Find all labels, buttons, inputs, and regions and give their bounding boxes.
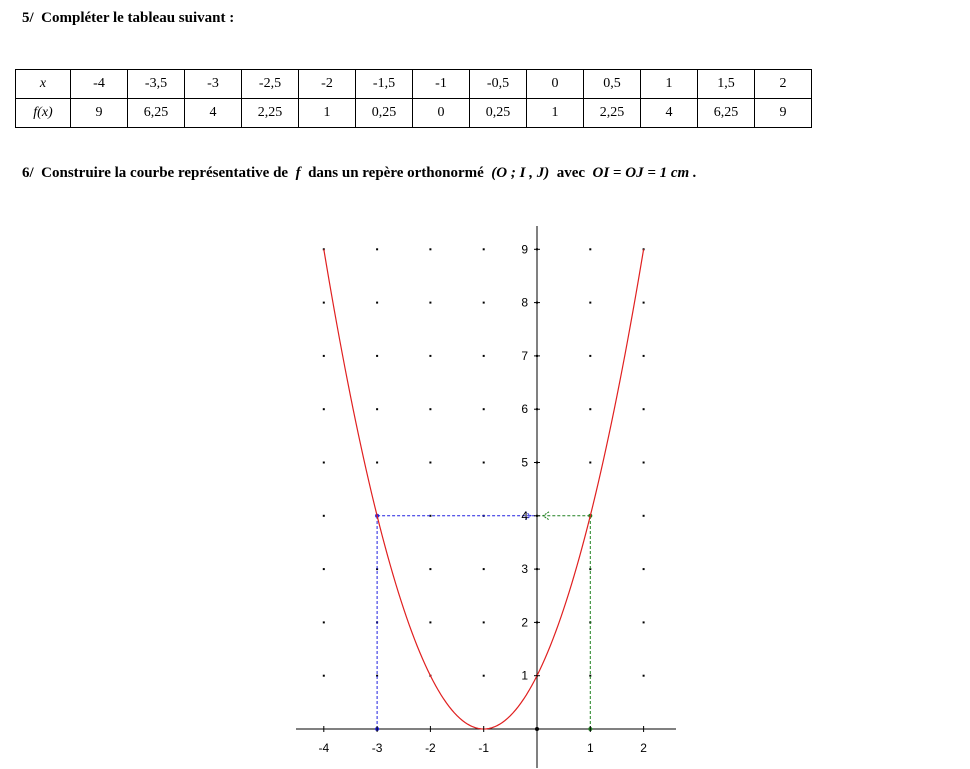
grid-dot	[323, 568, 325, 570]
grid-dot	[643, 462, 645, 464]
table-header-fx: f(x)	[16, 99, 71, 128]
table-cell-fx: 9	[71, 99, 128, 128]
grid-dot	[429, 462, 431, 464]
grid-dot	[323, 355, 325, 357]
grid-dot	[643, 568, 645, 570]
table-cell-x: 0	[527, 70, 584, 99]
table-cell-x: -2	[299, 70, 356, 99]
table-cell-fx: 2,25	[242, 99, 299, 128]
table-cell-x: 1	[641, 70, 698, 99]
grid-dot	[429, 248, 431, 250]
table-header-x: x	[16, 70, 71, 99]
question-6-text-2: dans un repère orthonormé	[308, 165, 484, 181]
y-tick-label: 1	[521, 668, 528, 683]
grid-dot	[643, 302, 645, 304]
table-cell-x: -3	[185, 70, 242, 99]
table-cell-fx: 0	[413, 99, 470, 128]
tick-labels	[318, 242, 647, 755]
grid-dot	[376, 355, 378, 357]
table-cell-fx: 4	[185, 99, 242, 128]
grid-dot	[643, 515, 645, 517]
table-cell-fx: 4	[641, 99, 698, 128]
axes	[296, 226, 676, 768]
y-tick-label: 6	[521, 402, 528, 417]
function-name: f	[295, 165, 301, 181]
question-5-text: Compléter le tableau suivant :	[41, 10, 235, 26]
grid-dot	[643, 355, 645, 357]
question-5-number: 5/	[22, 10, 34, 26]
grid-dots	[323, 248, 645, 676]
unit-condition: OI = OJ = 1 cm .	[592, 165, 697, 181]
curve-group	[324, 249, 644, 729]
grid-dot	[376, 462, 378, 464]
grid-dot	[483, 408, 485, 410]
grid-dot	[483, 302, 485, 304]
grid-dot	[483, 621, 485, 623]
grid-dot	[429, 355, 431, 357]
grid-dot	[429, 568, 431, 570]
grid-dot	[323, 462, 325, 464]
table-cell-fx: 0,25	[356, 99, 413, 128]
y-tick-label: 5	[521, 455, 528, 470]
origin-point	[535, 727, 539, 731]
x-tick-label: -1	[478, 741, 490, 755]
table-cell-x: 1,5	[698, 70, 755, 99]
grid-dot	[429, 408, 431, 410]
table-cell-x: 2	[755, 70, 812, 99]
question-6-text-3: avec	[556, 165, 586, 181]
y-tick-label: 4	[521, 508, 528, 523]
x-tick-label: -4	[318, 741, 330, 755]
y-tick-label: 2	[521, 615, 528, 630]
x-tick-label: 2	[640, 741, 647, 755]
grid-dot	[323, 302, 325, 304]
y-tick-label: 7	[521, 348, 528, 363]
grid-dot	[483, 462, 485, 464]
grid-dot	[589, 355, 591, 357]
x-tick-label: -2	[425, 741, 436, 755]
grid-dot	[483, 355, 485, 357]
grid-dot	[483, 568, 485, 570]
grid-dot	[643, 408, 645, 410]
question-6-number: 6/	[22, 165, 34, 181]
table-cell-x: -0,5	[470, 70, 527, 99]
grid-dot	[323, 408, 325, 410]
question-6-text-1: Construire la courbe représentative de	[41, 165, 289, 181]
y-tick-label: 9	[521, 242, 528, 257]
grid-dot	[589, 408, 591, 410]
grid-dot	[429, 302, 431, 304]
table-cell-fx: 1	[527, 99, 584, 128]
x-tick-label: 1	[586, 741, 594, 755]
grid-dot	[589, 248, 591, 250]
x-tick-label: -3	[371, 741, 383, 755]
y-tick-label: 3	[521, 562, 528, 577]
table-cell-fx: 9	[755, 99, 812, 128]
grid-dot	[643, 621, 645, 623]
grid-dot	[483, 675, 485, 677]
grid-dot	[323, 515, 325, 517]
table-cell-x: -3,5	[128, 70, 185, 99]
curve-f	[324, 249, 644, 729]
grid-dot	[376, 408, 378, 410]
table-cell-fx: 6,25	[128, 99, 185, 128]
table-cell-x: -2,5	[242, 70, 299, 99]
table-cell-fx: 1	[299, 99, 356, 128]
y-tick-label: 8	[521, 295, 528, 310]
table-cell-fx: 2,25	[584, 99, 641, 128]
grid-dot	[323, 621, 325, 623]
frame-notation: (O ; I , J)	[491, 165, 550, 181]
grid-dot	[323, 675, 325, 677]
grid-dot	[483, 248, 485, 250]
table-cell-x: 0,5	[584, 70, 641, 99]
grid-dot	[376, 302, 378, 304]
table-cell-x: -1	[413, 70, 470, 99]
grid-dot	[429, 621, 431, 623]
grid-dot	[643, 675, 645, 677]
table-cell-fx: 0,25	[470, 99, 527, 128]
table-cell-x: -1,5	[356, 70, 413, 99]
table-cell-fx: 6,25	[698, 99, 755, 128]
table-cell-x: -4	[71, 70, 128, 99]
grid-dot	[589, 302, 591, 304]
grid-dot	[376, 248, 378, 250]
grid-dot	[589, 462, 591, 464]
